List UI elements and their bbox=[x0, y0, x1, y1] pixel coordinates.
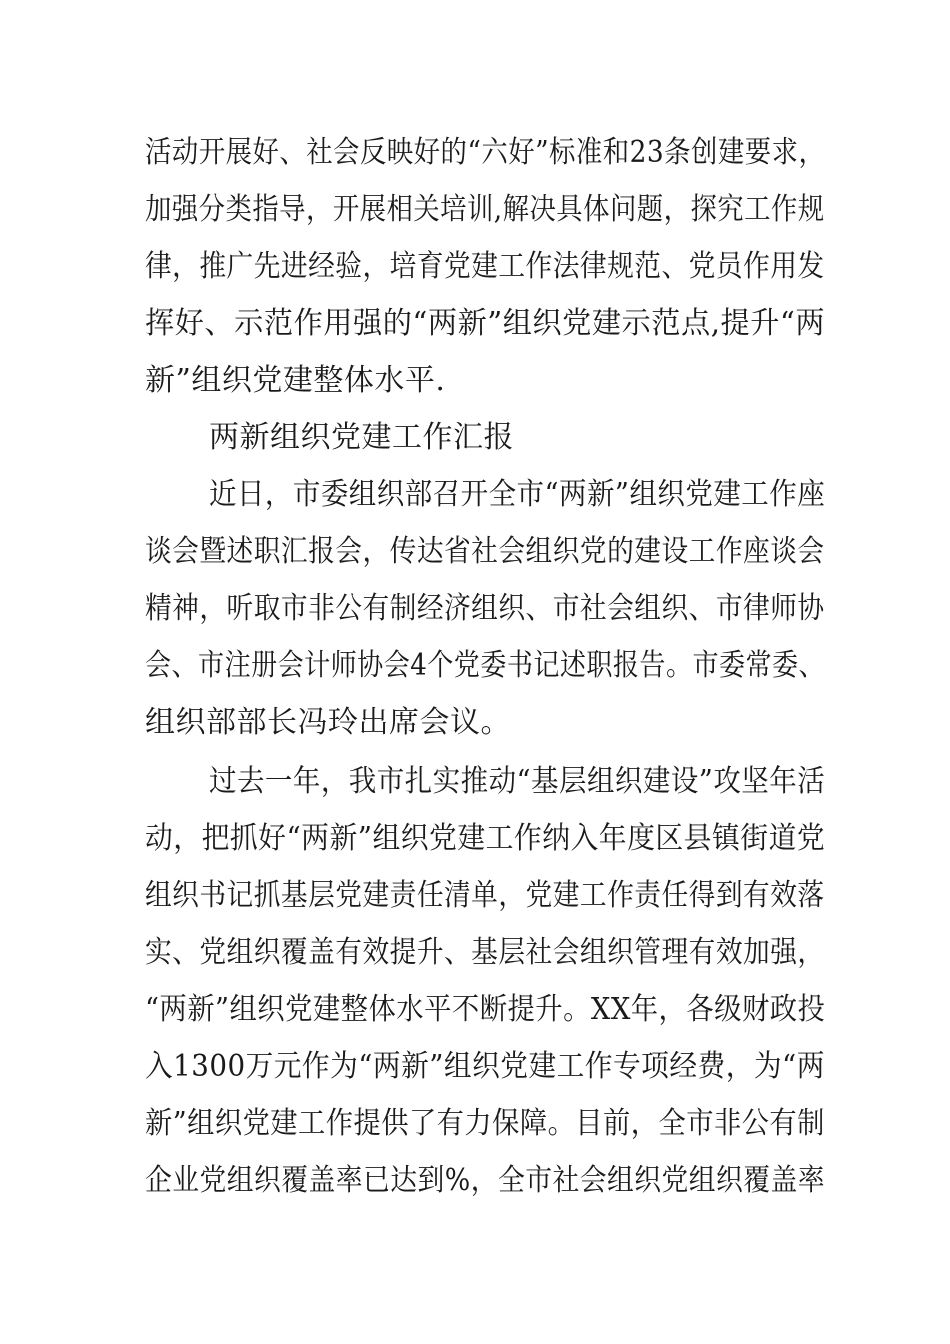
paragraph-3-line: 企业党组织覆盖率已达到%，全市社会组织党组织覆盖率 bbox=[145, 1163, 826, 1198]
paragraph-2-line: 会、市注册会计师协会4个党委书记述职报告。市委常委、 bbox=[145, 648, 826, 683]
paragraph-3-line: 过去一年，我市扎实推动“基层组织建设”攻坚年活 bbox=[209, 764, 826, 799]
paragraph-1-line: 加强分类指导，开展相关培训,解决具体问题，探究工作规 bbox=[145, 192, 825, 227]
section-heading: 两新组织党建工作汇报 bbox=[209, 420, 514, 455]
paragraph-1-line: 新”组织党建整体水平. bbox=[145, 363, 446, 398]
paragraph-3-line: “两新”组织党建整体水平不断提升。XX年，各级财政投 bbox=[145, 992, 826, 1027]
paragraph-2-line: 近日，市委组织部召开全市“两新”组织党建工作座 bbox=[209, 477, 826, 512]
paragraph-3-line: 新”组织党建工作提供了有力保障。目前，全市非公有制 bbox=[145, 1106, 825, 1141]
paragraph-3-line: 组织书记抓基层党建责任清单，党建工作责任得到有效落 bbox=[145, 878, 825, 913]
paragraph-2-line: 谈会暨述职汇报会，传达省社会组织党的建设工作座谈会 bbox=[145, 534, 825, 569]
paragraph-3-line: 入1300万元作为“两新”组织党建工作专项经费，为“两 bbox=[145, 1049, 825, 1084]
paragraph-1-line: 挥好、示范作用强的“两新”组织党建示范点,提升“两 bbox=[145, 306, 826, 341]
paragraph-2-line: 精神，听取市非公有制经济组织、市社会组织、市律师协 bbox=[145, 591, 825, 626]
paragraph-2-line: 组织部部长冯玲出席会议。 bbox=[145, 705, 511, 740]
paragraph-3-line: 实、党组织覆盖有效提升、基层社会组织管理有效加强， bbox=[145, 935, 825, 970]
paragraph-1-line: 律，推广先进经验，培育党建工作法律规范、党员作用发 bbox=[145, 249, 825, 284]
paragraph-1-line: 活动开展好、社会反映好的“六好”标准和23条创建要求， bbox=[145, 135, 826, 170]
paragraph-3-line: 动，把抓好“两新”组织党建工作纳入年度区县镇街道党 bbox=[145, 821, 826, 856]
